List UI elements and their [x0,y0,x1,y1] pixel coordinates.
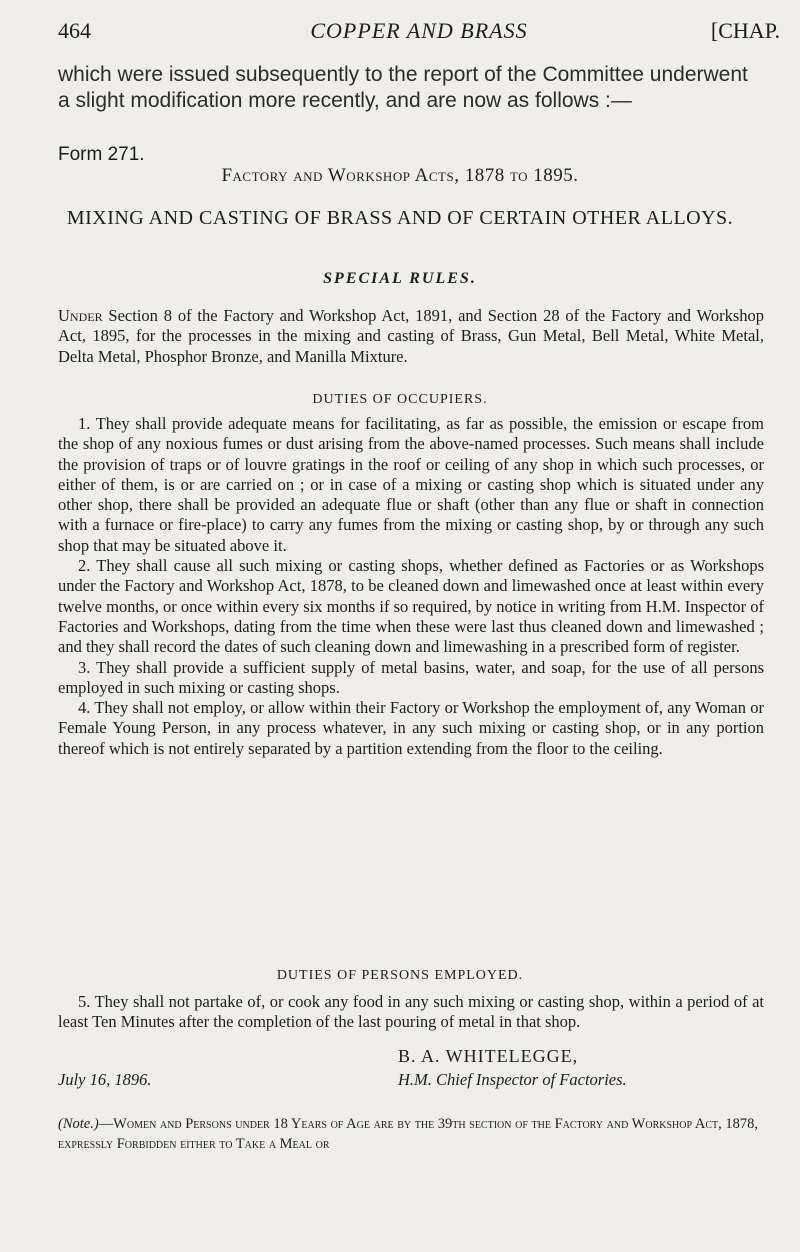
rule-item: 4. They shall not employ, or allow within their Factory or Workshop the employment of, any Woman or Female Young Person, in any process whatever, in any such mixing or casting shop, or in any portion thereof which is not entirely separated by a partition extending from the floor to the ceiling. [58,698,764,758]
preamble-text: Section 8 of the Factory and Workshop Act, 1891, and Section 28 of the Factory and Workshop Act, 1895, for the processes in the mixing and casting of Brass, Gun Metal, Bell Metal, White Metal, Delta Metal, Phosphor Bronze, and Manilla Mixture. [58,306,764,366]
signature-date: July 16, 1896. [58,1070,152,1089]
signature-name: B. A. WHITELEGGE, [398,1046,579,1066]
page-number: 464 [58,18,91,43]
employed-heading: DUTIES OF PERSONS EMPLOYED. [276,968,524,983]
page-header [58,18,780,48]
footnote [58,1114,764,1154]
rule-item: 3. They shall provide a sufficient supply of metal basins, water, and soap, for the use of all persons employed in such mixing or casting shops. [58,657,764,697]
occupiers-heading: DUTIES OF OCCUPIERS. [312,392,488,407]
preamble-lead: Under [58,306,103,325]
main-title: MIXING AND CASTING OF BRASS AND OF CERTAIN OTHER ALLOYS. [66,207,734,229]
occupiers-rules [58,414,764,759]
note-text: —Women and Persons under 18 Years of Age are by the 39th section of the Factory and Workshop Act, 1878, expressly Forbidden either to Take a Meal or [58,1116,758,1152]
note-label: (Note.) [58,1116,99,1132]
special-rules-heading: SPECIAL RULES. [323,270,477,287]
preamble [58,306,764,367]
employed-rules [58,992,764,1033]
rule-item: 5. They shall not partake of, or cook any food in any such mixing or casting shop, within a period of at least Ten Minutes after the completion of the last pouring of metal in that shop. [58,992,764,1032]
signature-title: H.M. Chief Inspector of Factories. [398,1070,627,1089]
rule-item: 1. They shall provide adequate means for facilitating, as far as possible, the emission or escape from the shop of any noxious fumes or dust arising from the above-named processes. Such means shall include the provision of traps or of louvre gratings in the roof or ceiling of any shop in which such processes, or either of them, is or are carried on ; or in case of a mixing or casting shop which is situated under any other shop, there shall be provided an adequate flue or shaft (other than any flue or shaft in connection with a furnace or fire-place) to carry any fumes from the mixing or casting shop, by or through any such shop that may be situated above it. [58,414,764,555]
rule-item: 2. They shall cause all such mixing or casting shops, whether defined as Factories or as Workshops under the Factory and Workshop Act, 1878, to be cleaned down and limewashed once at least within every twelve months, or once within every six months if so required, by notice in writing from H.M. Inspector of Factories and Workshops, dating from the time when these were last thus cleaned down and limewashed ; and they shall record the dates of such cleaning down and limewashing in a prescribed form of register. [58,556,764,657]
form-number: Form 271. [58,144,145,165]
chapter-marker: [CHAP. [710,18,780,43]
intro-paragraph: which were issued subsequently to the report of the Committee underwent a slight modification more recently, and are now as follows :— [58,63,748,112]
acts-title: Factory and Workshop Acts, 1878 to 1895. [221,165,579,186]
running-title: COPPER AND BRASS [310,18,528,43]
